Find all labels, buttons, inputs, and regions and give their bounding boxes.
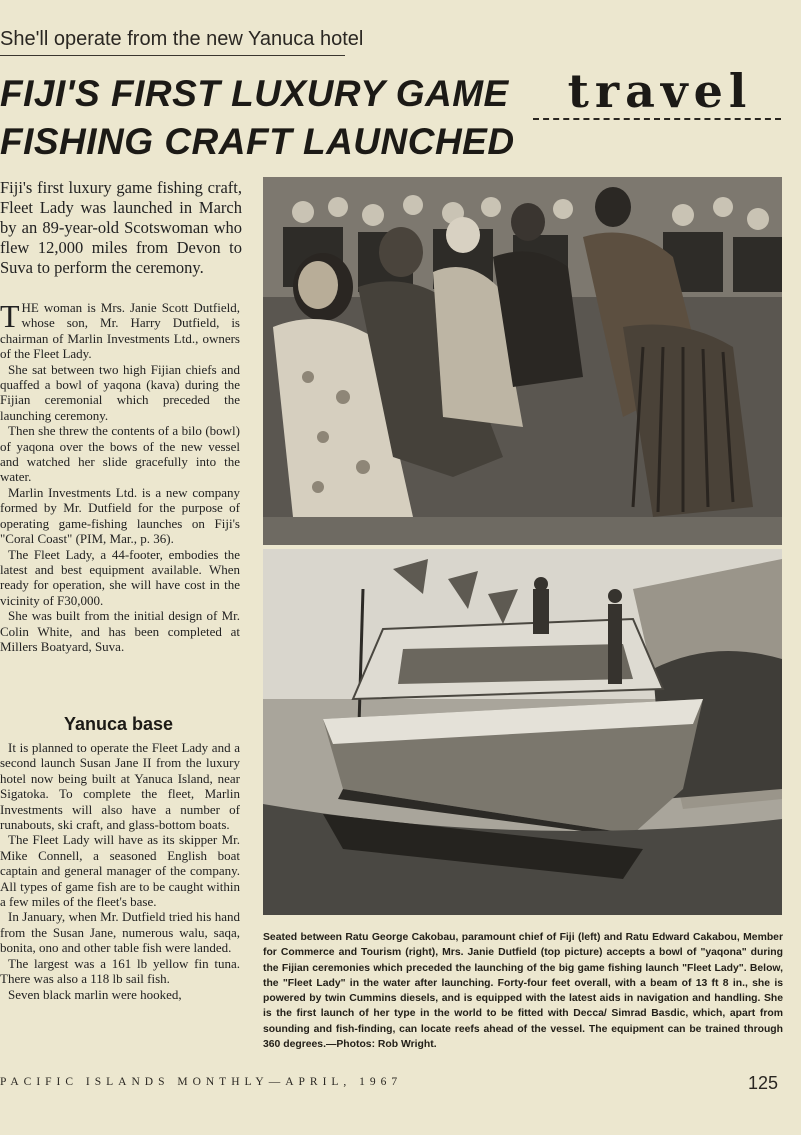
body-paragraph: Marlin Investments Ltd. is a new company formed by Mr. Dutfield for the purpose of operating game-fishing launches on Fiji's "Coral Coast" (PIM, Mar., p. 36). <box>0 484 240 547</box>
boat-photo <box>263 549 782 915</box>
body-paragraph: The Fleet Lady will have as its skipper Mr. Mike Connell, a seasoned English boat captain and general manager of the company. All types of game fish are to be caught within a few miles of the fleet's base. <box>0 832 240 910</box>
body-paragraph: Seven black marlin were hooked, <box>8 986 182 1002</box>
body-paragraph: Then she threw the contents of a bilo (bowl) of yaqona over the bows of the new vessel and watched her slide gracefully into the water. <box>0 423 240 485</box>
boat-photo-illustration <box>263 549 782 915</box>
lead-paragraph: Fiji's first luxury game fishing craft, Fleet Lady was launched in March by an 89-year-old Scotswoman who flew 12,000 miles from Devon to Suva to perform the ceremony. <box>0 178 242 277</box>
dropcap: T <box>0 298 20 334</box>
kicker: She'll operate from the new Yanuca hotel <box>0 28 345 56</box>
body-paragraph: It is planned to operate the Fleet Lady and a second launch Susan Jane II from the luxury hotel now being built at Yanuca Island, near Sigatoka. To complete the fleet, Marlin Investments will also have a number of runabouts, ski craft, and glass-bottom boats. <box>0 740 240 833</box>
page-number: 125 <box>748 1073 779 1093</box>
photo-caption: Seated between Ratu George Cakobau, paramount chief of Fiji (left) and Ratu Edward Cakabou, Member for Commerce and Tourism (right), Mrs. Janie Dutfield (top picture) accepts a bowl of "yaqona" during the Fijian ceremonies which preceded the launching of the big game fishing launch "Fleet Lady". Below, the "Fleet Lady" in the water after launching. Forty-four feet overall, with a beam of 13 ft 8 in., she is powered by twin Cummins diesels, and is equipped with the latest aids in navigation and handling. She is the first launch of her type in the world to be fitted with Decca/ Simrad Basdic, which, apart from sounding and fish-finding, can locate reefs ahead of the vessel. The equipment can be trained through 360 degrees.—Photos: Rob Wright. <box>263 932 783 1051</box>
body-paragraph: The Fleet Lady, a 44-footer, embodies the latest and best equipment available. When ready for operation, she will have cost in the vicinity of F30,000. <box>0 546 240 608</box>
headline <box>0 70 515 166</box>
body-paragraph: She sat between two high Fijian chiefs and quaffed a bowl of yaqona (kava) during the Fijian ceremonial which preceded the launching ceremony. <box>0 361 240 423</box>
body-paragraph: THE woman is Mrs. Janie Scott Dutfield, whose son, Mr. Harry Dutfield, is chairman of Marlin Investments Ltd., owners of the Fleet Lady. <box>0 298 240 362</box>
ceremony-photo <box>263 177 782 545</box>
subhead: Yanuca base <box>64 714 174 734</box>
body-paragraph: In January, when Mr. Dutfield tried his hand from the Susan Jane, numerous walu, saqa, bonita, ono and other table fish were landed. <box>0 909 240 956</box>
section-rule <box>533 118 781 120</box>
body-column <box>0 300 240 654</box>
section-title: travel <box>567 64 753 118</box>
body-paragraph: She was built from the initial design of Mr. Colin White, and has been completed at Millers Boatyard, Suva. <box>0 608 240 654</box>
ceremony-photo-illustration <box>263 177 782 545</box>
headline-line-2: FISHING CRAFT LAUNCHED <box>0 121 515 162</box>
headline-line-1: FIJI'S FIRST LUXURY GAME <box>0 73 509 114</box>
body-column-2 <box>0 740 240 1002</box>
running-footer: PACIFIC ISLANDS MONTHLY—APRIL, 1967 <box>0 1076 403 1088</box>
body-paragraph: The largest was a 161 lb yellow fin tuna. There was also a 118 lb sail fish. <box>0 955 240 987</box>
